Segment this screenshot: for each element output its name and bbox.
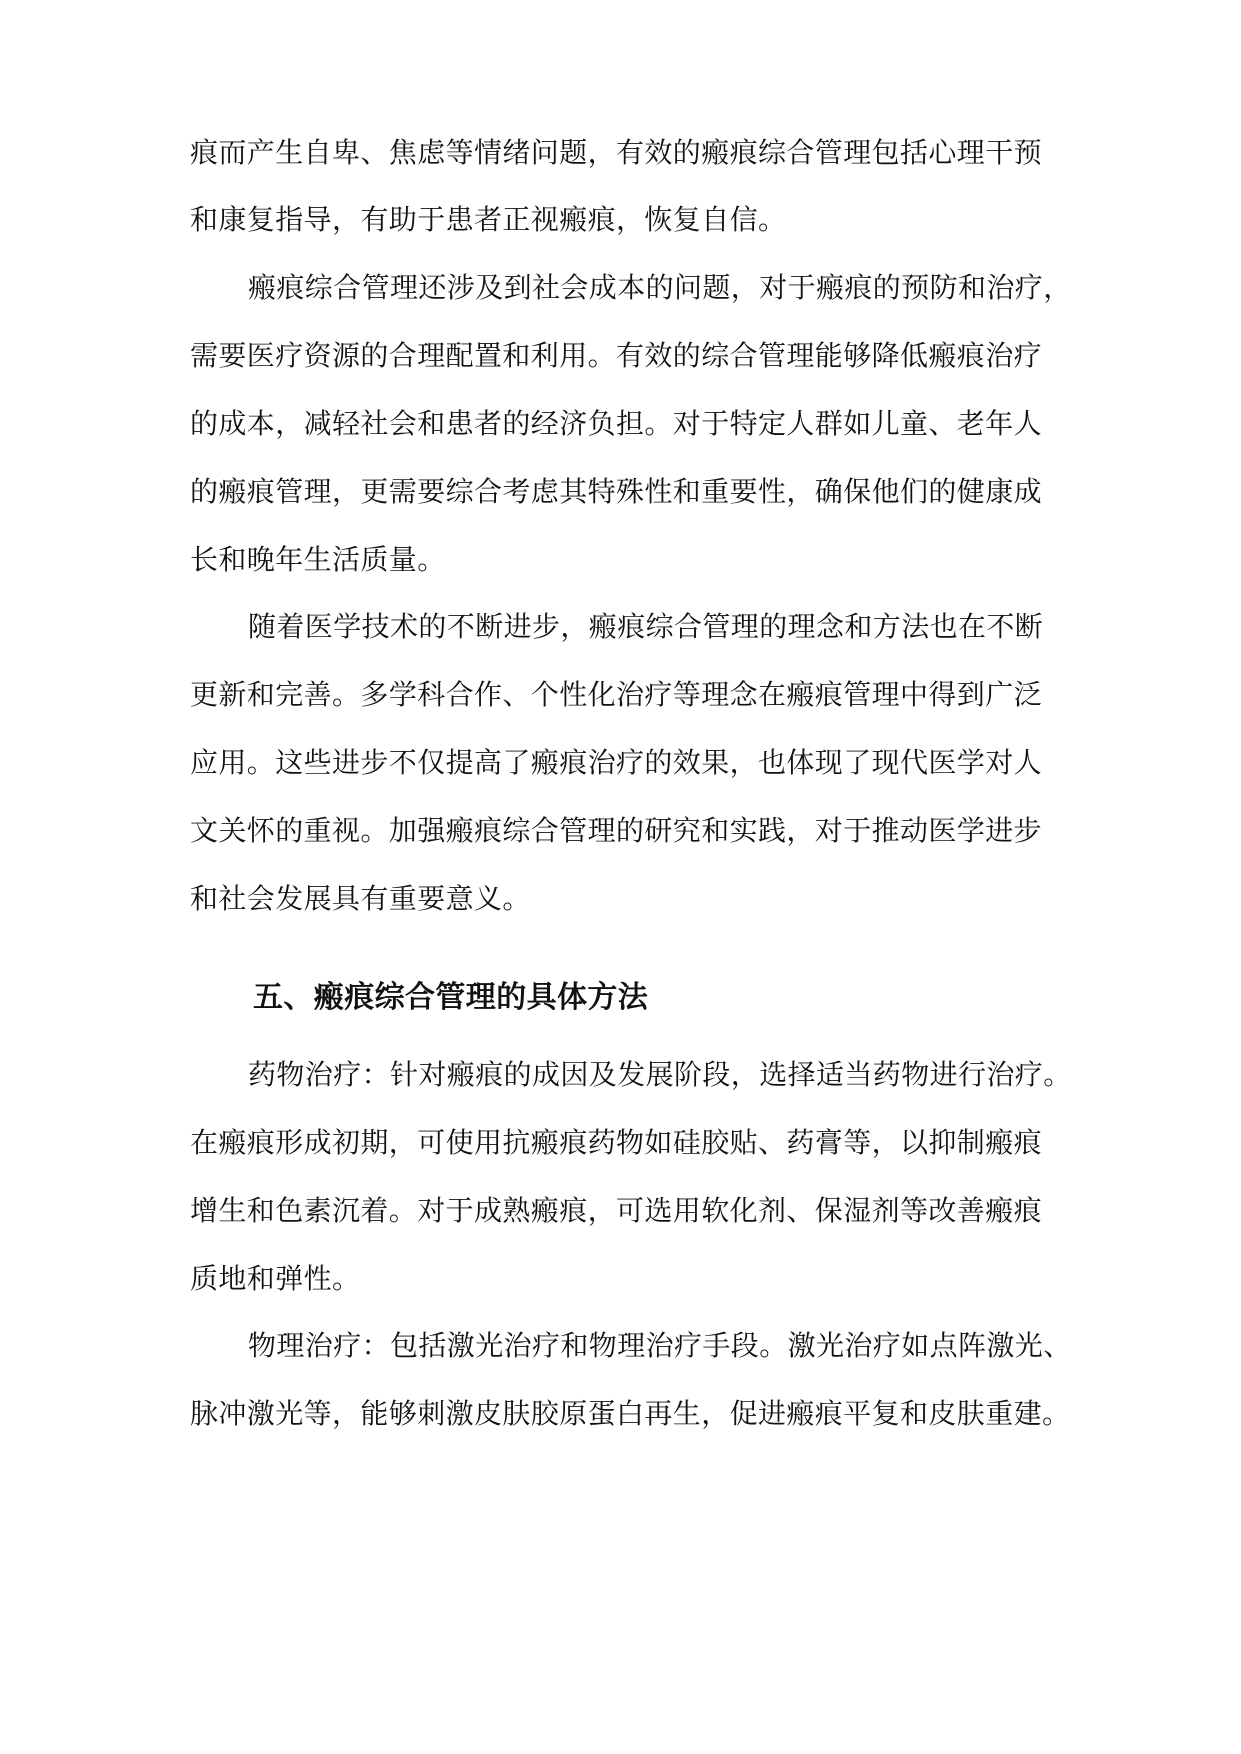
text-line: 脉冲激光等，能够刺激皮肤胶原蛋白再生，促进瘢痕平复和皮肤重建。 [190,1397,1071,1430]
text-line: 在瘢痕形成初期，可使用抗瘢痕药物如硅胶贴、药膏等，以抑制瘢痕 [190,1126,1043,1159]
text-line: 和社会发展具有重要意义。 [190,882,531,915]
text-line: 药物治疗：针对瘢痕的成因及发展阶段，选择适当药物进行治疗。 [248,1058,1072,1091]
text-line: 需要医疗资源的合理配置和利用。有效的综合管理能够降低瘢痕治疗 [190,339,1043,372]
text-line: 和康复指导，有助于患者正视瘢痕，恢复自信。 [190,203,787,236]
text-line: 增生和色素沉着。对于成熟瘢痕，可选用软化剂、保湿剂等改善瘢痕 [190,1194,1043,1227]
text-line: 随着医学技术的不断进步，瘢痕综合管理的理念和方法也在不断 [248,610,1044,643]
text-line: 长和晚年生活质量。 [190,543,446,576]
text-line: 更新和完善。多学科合作、个性化治疗等理念在瘢痕管理中得到广泛 [190,678,1043,711]
text-line: 物理治疗：包括激光治疗和物理治疗手段。激光治疗如点阵激光、 [248,1329,1072,1362]
text-line: 应用。这些进步不仅提高了瘢痕治疗的效果，也体现了现代医学对人 [190,746,1043,779]
section-heading: 五、瘢痕综合管理的具体方法 [253,980,649,1015]
text-line: 的成本，减轻社会和患者的经济负担。对于特定人群如儿童、老年人 [190,407,1043,440]
text-line: 痕而产生自卑、焦虑等情绪问题，有效的瘢痕综合管理包括心理干预 [190,136,1043,169]
text-line: 的瘢痕管理，更需要综合考虑其特殊性和重要性，确保他们的健康成 [190,475,1043,508]
text-line: 文关怀的重视。加强瘢痕综合管理的研究和实践，对于推动医学进步 [190,814,1043,847]
text-line: 质地和弹性。 [190,1262,361,1295]
text-line: 瘢痕综合管理还涉及到社会成本的问题，对于瘢痕的预防和治疗， [248,271,1072,304]
